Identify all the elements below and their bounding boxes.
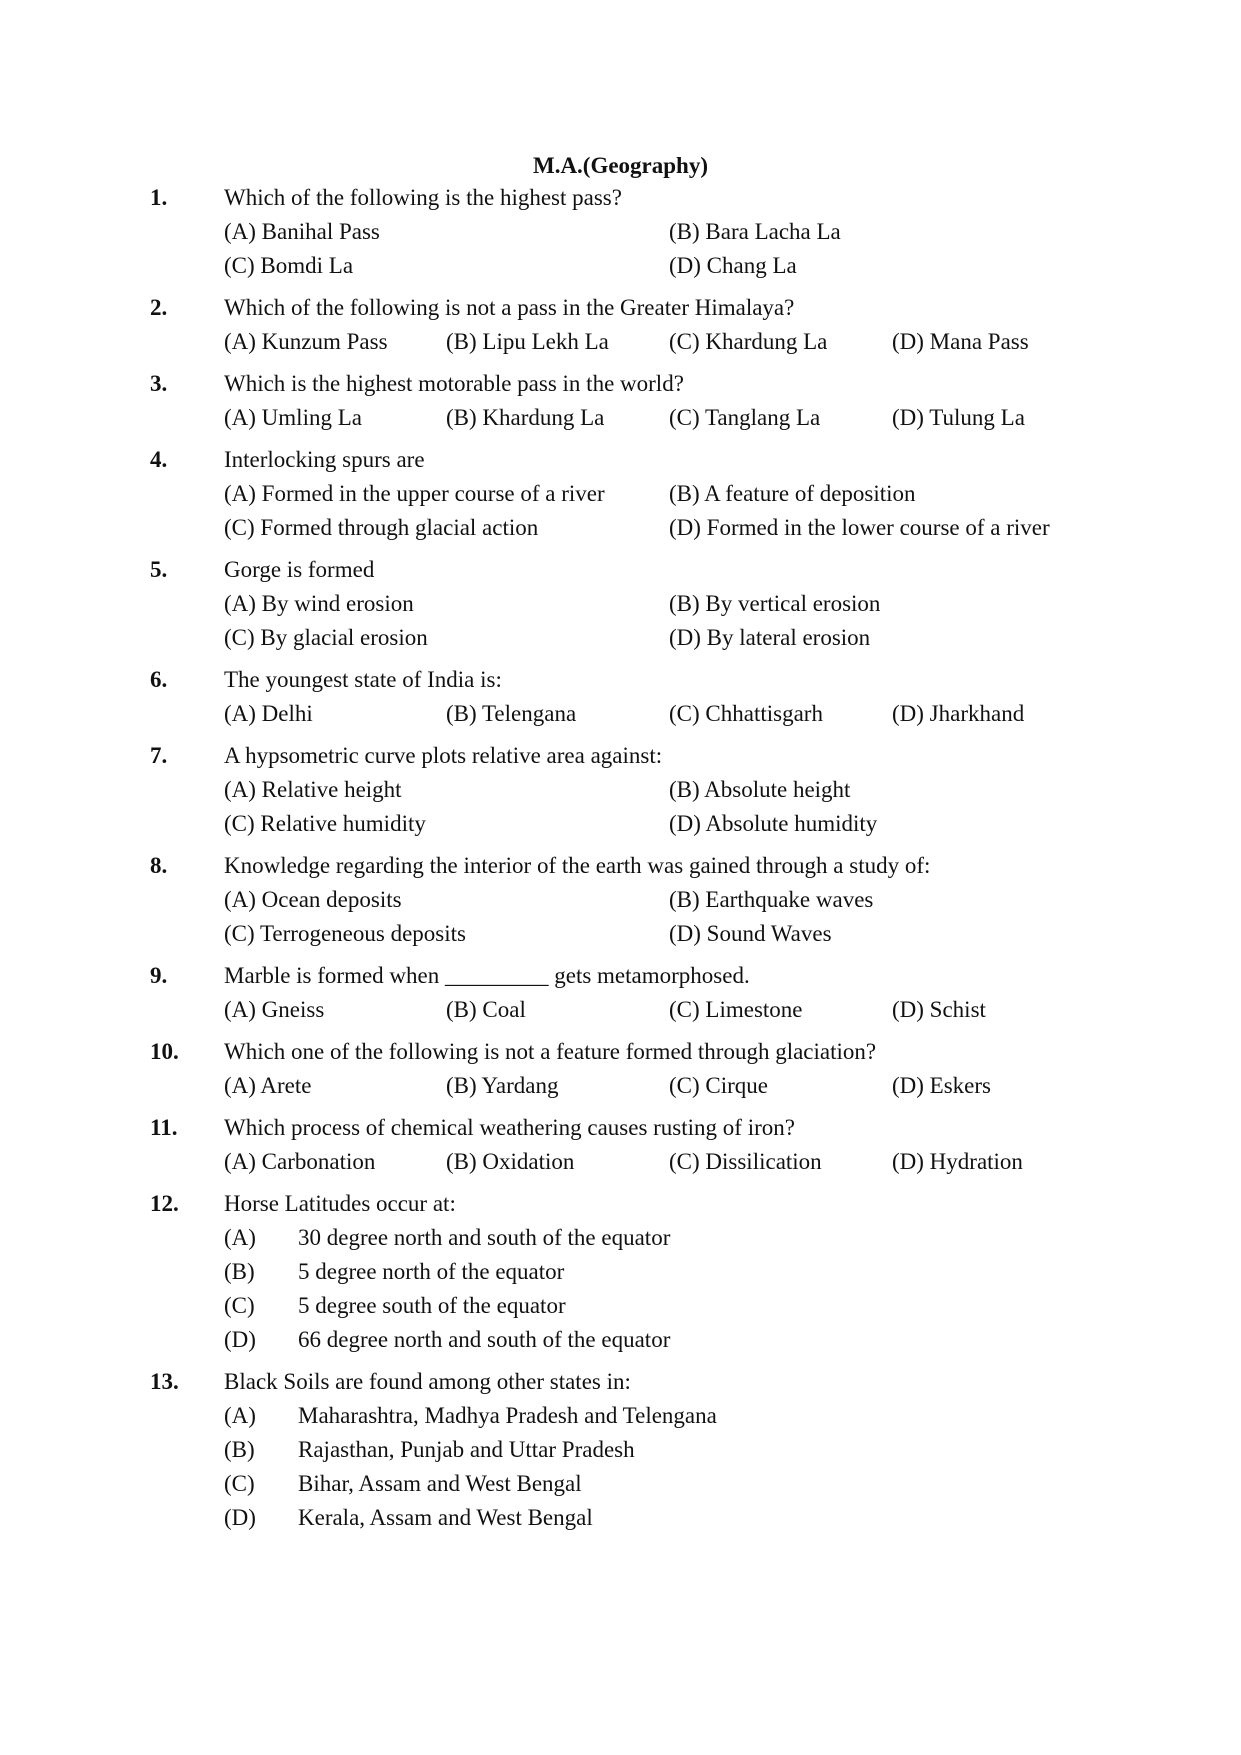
option-text: Kerala, Assam and West Bengal xyxy=(298,1505,593,1530)
option-group xyxy=(0,993,1241,1027)
question-number: 5. xyxy=(150,557,168,582)
answer-option xyxy=(0,1289,1241,1323)
answer-option: (A) Banihal Pass xyxy=(224,219,380,244)
question-7 xyxy=(0,739,1241,841)
option-row xyxy=(0,1069,1241,1103)
answer-option: (C) Tanglang La xyxy=(669,405,821,430)
option-text: 66 degree north and south of the equator xyxy=(298,1327,671,1352)
question-5 xyxy=(0,553,1241,655)
option-letter: (B) xyxy=(224,1437,255,1462)
answer-option: (A) Gneiss xyxy=(224,997,325,1022)
option-text: Bihar, Assam and West Bengal xyxy=(298,1471,582,1496)
question-row xyxy=(0,553,1241,587)
answer-option: (D) Sound Waves xyxy=(669,921,832,946)
answer-option: (D) By lateral erosion xyxy=(669,625,871,650)
question-row xyxy=(0,291,1241,325)
answer-option: (D) Tulung La xyxy=(892,405,1025,430)
question-row xyxy=(0,443,1241,477)
question-text: Gorge is formed xyxy=(224,557,375,582)
question-row xyxy=(0,1365,1241,1399)
answer-option xyxy=(0,1501,1241,1535)
question-number: 13. xyxy=(150,1369,179,1394)
question-text: Interlocking spurs are xyxy=(224,447,425,472)
option-row xyxy=(0,697,1241,731)
answer-option xyxy=(0,1433,1241,1467)
option-row xyxy=(0,883,1241,917)
answer-option: (D) Eskers xyxy=(892,1073,991,1098)
question-4 xyxy=(0,443,1241,545)
answer-option: (B) Yardang xyxy=(446,1073,559,1098)
question-number: 4. xyxy=(150,447,168,472)
question-text: The youngest state of India is: xyxy=(224,667,502,692)
answer-option: (C) By glacial erosion xyxy=(224,625,428,650)
question-row xyxy=(0,663,1241,697)
question-text: A hypsometric curve plots relative area against: xyxy=(224,743,663,768)
option-row xyxy=(0,587,1241,621)
answer-option: (A) Carbonation xyxy=(224,1149,376,1174)
question-row xyxy=(0,849,1241,883)
answer-option: (D) Formed in the lower course of a river xyxy=(669,515,1050,540)
answer-option: (A) Umling La xyxy=(224,405,362,430)
option-text: 5 degree north of the equator xyxy=(298,1259,565,1284)
question-row xyxy=(0,1035,1241,1069)
question-list xyxy=(0,181,1241,1543)
question-text: Knowledge regarding the interior of the earth was gained through a study of: xyxy=(224,853,931,878)
question-3 xyxy=(0,367,1241,435)
question-row xyxy=(0,181,1241,215)
option-row xyxy=(0,917,1241,951)
option-letter: (C) xyxy=(224,1471,255,1496)
question-12 xyxy=(0,1187,1241,1357)
answer-option: (C) Limestone xyxy=(669,997,803,1022)
answer-option: (C) Formed through glacial action xyxy=(224,515,539,540)
option-row xyxy=(0,511,1241,545)
answer-option: (B) Oxidation xyxy=(446,1149,575,1174)
option-row xyxy=(0,773,1241,807)
answer-option: (B) Earthquake waves xyxy=(669,887,874,912)
answer-option: (C) Bomdi La xyxy=(224,253,354,278)
option-letter: (D) xyxy=(224,1327,256,1352)
question-13 xyxy=(0,1365,1241,1535)
question-9 xyxy=(0,959,1241,1027)
answer-option xyxy=(0,1255,1241,1289)
question-text: Which of the following is the highest pass? xyxy=(224,185,622,210)
question-row xyxy=(0,739,1241,773)
question-number: 6. xyxy=(150,667,168,692)
question-6 xyxy=(0,663,1241,731)
answer-option: (D) Schist xyxy=(892,997,986,1022)
question-text: Marble is formed when _________ gets metamorphosed. xyxy=(224,963,750,988)
answer-option: (B) Bara Lacha La xyxy=(669,219,841,244)
option-group xyxy=(0,215,1241,283)
question-number: 11. xyxy=(150,1115,178,1140)
option-text: 5 degree south of the equator xyxy=(298,1293,566,1318)
option-text: 30 degree north and south of the equator xyxy=(298,1225,671,1250)
page-title: M.A.(Geography) xyxy=(532,153,709,178)
question-number: 1. xyxy=(150,185,168,210)
answer-option: (B) Lipu Lekh La xyxy=(446,329,609,354)
answer-option: (C) Relative humidity xyxy=(224,811,426,836)
answer-option: (B) By vertical erosion xyxy=(669,591,881,616)
question-row xyxy=(0,959,1241,993)
question-number: 8. xyxy=(150,853,168,878)
answer-option: (D) Mana Pass xyxy=(892,329,1029,354)
question-text: Which process of chemical weathering causes rusting of iron? xyxy=(224,1115,795,1140)
question-8 xyxy=(0,849,1241,951)
answer-option: (B) Khardung La xyxy=(446,405,605,430)
question-text: Which one of the following is not a feature formed through glaciation? xyxy=(224,1039,877,1064)
option-row xyxy=(0,325,1241,359)
answer-option: (B) A feature of deposition xyxy=(669,481,916,506)
option-group xyxy=(0,1399,1241,1535)
option-letter: (A) xyxy=(224,1225,256,1250)
option-row xyxy=(0,249,1241,283)
question-number: 2. xyxy=(150,295,168,320)
option-group xyxy=(0,325,1241,359)
answer-option: (A) Relative height xyxy=(224,777,402,802)
option-letter: (D) xyxy=(224,1505,256,1530)
question-1 xyxy=(0,181,1241,283)
option-letter: (A) xyxy=(224,1403,256,1428)
option-row xyxy=(0,807,1241,841)
option-row xyxy=(0,1145,1241,1179)
question-text: Which is the highest motorable pass in the world? xyxy=(224,371,684,396)
answer-option: (C) Khardung La xyxy=(669,329,828,354)
answer-option: (D) Hydration xyxy=(892,1149,1023,1174)
answer-option xyxy=(0,1323,1241,1357)
option-row xyxy=(0,401,1241,435)
answer-option: (A) Ocean deposits xyxy=(224,887,402,912)
question-number: 10. xyxy=(150,1039,179,1064)
question-11 xyxy=(0,1111,1241,1179)
answer-option: (A) Kunzum Pass xyxy=(224,329,388,354)
answer-option: (B) Absolute height xyxy=(669,777,851,802)
option-group xyxy=(0,587,1241,655)
option-letter: (C) xyxy=(224,1293,255,1318)
answer-option: (A) By wind erosion xyxy=(224,591,414,616)
answer-option: (C) Terrogeneous deposits xyxy=(224,921,466,946)
answer-option: (C) Cirque xyxy=(669,1073,769,1098)
answer-option xyxy=(0,1399,1241,1433)
answer-option: (C) Chhattisgarh xyxy=(669,701,823,726)
question-row xyxy=(0,1187,1241,1221)
option-row xyxy=(0,477,1241,511)
option-group xyxy=(0,697,1241,731)
option-group xyxy=(0,477,1241,545)
question-number: 12. xyxy=(150,1191,179,1216)
question-text: Horse Latitudes occur at: xyxy=(224,1191,456,1216)
option-group xyxy=(0,773,1241,841)
option-text: Maharashtra, Madhya Pradesh and Telengana xyxy=(298,1403,717,1428)
answer-option: (D) Chang La xyxy=(669,253,797,278)
answer-option: (A) Formed in the upper course of a river xyxy=(224,481,605,506)
question-number: 9. xyxy=(150,963,168,988)
option-row xyxy=(0,215,1241,249)
option-group xyxy=(0,1221,1241,1357)
option-row xyxy=(0,621,1241,655)
answer-option: (B) Coal xyxy=(446,997,526,1022)
option-text: Rajasthan, Punjab and Uttar Pradesh xyxy=(298,1437,635,1462)
answer-option: (B) Telengana xyxy=(446,701,577,726)
question-row xyxy=(0,1111,1241,1145)
answer-option: (A) Delhi xyxy=(224,701,313,726)
question-10 xyxy=(0,1035,1241,1103)
answer-option: (D) Jharkhand xyxy=(892,701,1025,726)
question-number: 3. xyxy=(150,371,168,396)
question-row xyxy=(0,367,1241,401)
option-row xyxy=(0,993,1241,1027)
answer-option xyxy=(0,1467,1241,1501)
option-group xyxy=(0,1069,1241,1103)
option-group xyxy=(0,401,1241,435)
question-number: 7. xyxy=(150,743,168,768)
answer-option: (D) Absolute humidity xyxy=(669,811,878,836)
option-letter: (B) xyxy=(224,1259,255,1284)
answer-option: (A) Arete xyxy=(224,1073,312,1098)
question-text: Black Soils are found among other states in: xyxy=(224,1369,631,1394)
option-group xyxy=(0,1145,1241,1179)
answer-option xyxy=(0,1221,1241,1255)
question-2 xyxy=(0,291,1241,359)
option-group xyxy=(0,883,1241,951)
question-text: Which of the following is not a pass in the Greater Himalaya? xyxy=(224,295,795,320)
answer-option: (C) Dissilication xyxy=(669,1149,822,1174)
